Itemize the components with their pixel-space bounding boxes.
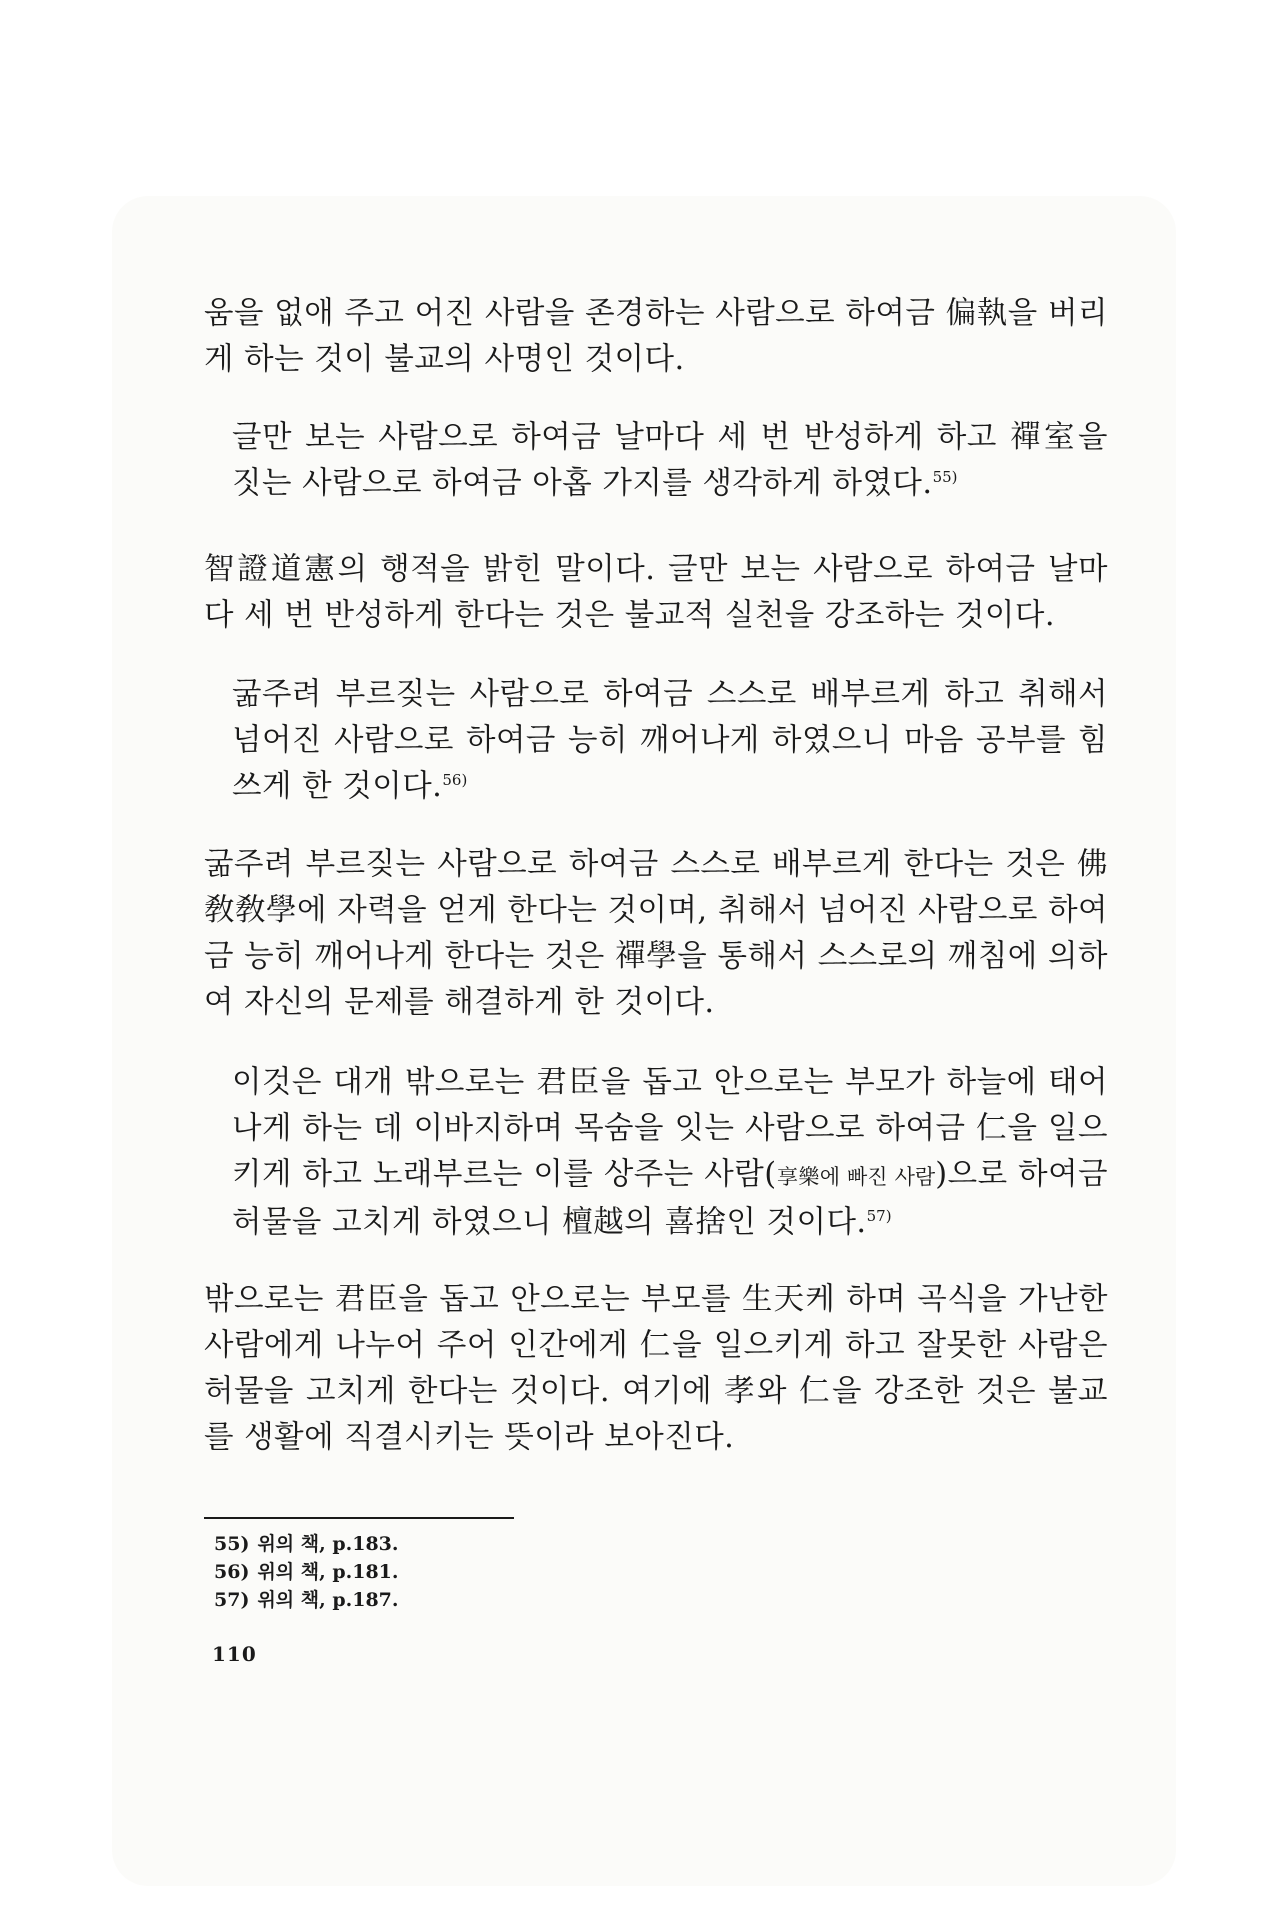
footnote-divider: [204, 1517, 514, 1519]
paragraph-3-text: 智證道憲의 행적을 밝힌 말이다. 글만 보는 사람으로 하여금 날마다 세 번 반성하게 한다는 것은 불교적 실천을 강조하는 것이다.: [204, 552, 1108, 633]
footnote-number: 57): [214, 1589, 250, 1611]
quote-paragraph-4-text: 굶주려 부르짖는 사람으로 하여금 스스로 배부르게 하고 취해서 넘어진 사람으로 하여금 능히 깨어나게 하였으니 마음 공부를 힘쓰게 한 것이다.: [232, 677, 1108, 804]
quote-paragraph-6-text-b: )으로 하여금 허물을 고치게 하였으니 檀越의 喜捨인 것이다.: [232, 1157, 1108, 1240]
footnote-ref-57[interactable]: 57): [866, 1206, 892, 1225]
footnote-text: 위의 책, p.181.: [257, 1561, 399, 1583]
footnote-item: [214, 1530, 407, 1558]
quote-paragraph-6: [232, 1060, 1108, 1246]
paragraph-1: [204, 291, 1108, 383]
quote-paragraph-2: [232, 415, 1108, 507]
paragraph-5-text: 굶주려 부르짖는 사람으로 하여금 스스로 배부르게 한다는 것은 佛敎敎學에 자력을 얻게 한다는 것이며, 취해서 넘어진 사람으로 하여금 능히 깨어나게 한다는 것은 禪學을 통해서 스스로의 깨침에 의하여 자신의 문제를 해결하게 한 것이다.: [204, 847, 1108, 1020]
quote-paragraph-4: [232, 672, 1108, 810]
footnote-ref-55[interactable]: 55): [932, 467, 958, 486]
footnote-ref-56[interactable]: 56): [442, 770, 468, 789]
paragraph-1-text: 움을 없애 주고 어진 사람을 존경하는 사람으로 하여금 偏執을 버리게 하는 것이 불교의 사명인 것이다.: [204, 296, 1108, 377]
paragraph-3: [204, 547, 1108, 639]
quote-paragraph-2-text: 글만 보는 사람으로 하여금 날마다 세 번 반성하게 하고 禪室을 짓는 사람으로 하여금 아홉 가지를 생각하게 하였다.: [232, 420, 1108, 501]
paragraph-7-text: 밖으로는 君臣을 돕고 안으로는 부모를 生天케 하며 곡식을 가난한 사람에게 나누어 주어 인간에게 仁을 일으키게 하고 잘못한 사람은 허물을 고치게 한다는 것이다. 여기에 孝와 仁을 강조한 것은 불교를 생활에 직결시키는 뜻이라 보아진다.: [204, 1282, 1108, 1455]
paragraph-5: [204, 842, 1108, 1026]
page-number: 110: [212, 1642, 257, 1666]
quote-paragraph-6-gloss: 享樂에 빠진 사람: [776, 1165, 936, 1189]
quote-paragraph-6-text-a: 이것은 대개 밖으로는 君臣을 돕고 안으로는 부모가 하늘에 태어나게 하는 데 이바지하며 목숨을 잇는 사람으로 하여금 仁을 일으키게 하고 노래부르는 이를 상주는 사람(: [232, 1065, 1108, 1192]
footnote-item: [214, 1558, 407, 1586]
footnote-item: [214, 1586, 407, 1614]
footnote-number: 55): [214, 1533, 250, 1555]
footnote-text: 위의 책, p.183.: [257, 1533, 399, 1555]
footnote-number: 56): [214, 1561, 250, 1583]
paragraph-7: [204, 1277, 1108, 1461]
footnote-list: [214, 1530, 407, 1614]
footnote-text: 위의 책, p.187.: [257, 1589, 399, 1611]
